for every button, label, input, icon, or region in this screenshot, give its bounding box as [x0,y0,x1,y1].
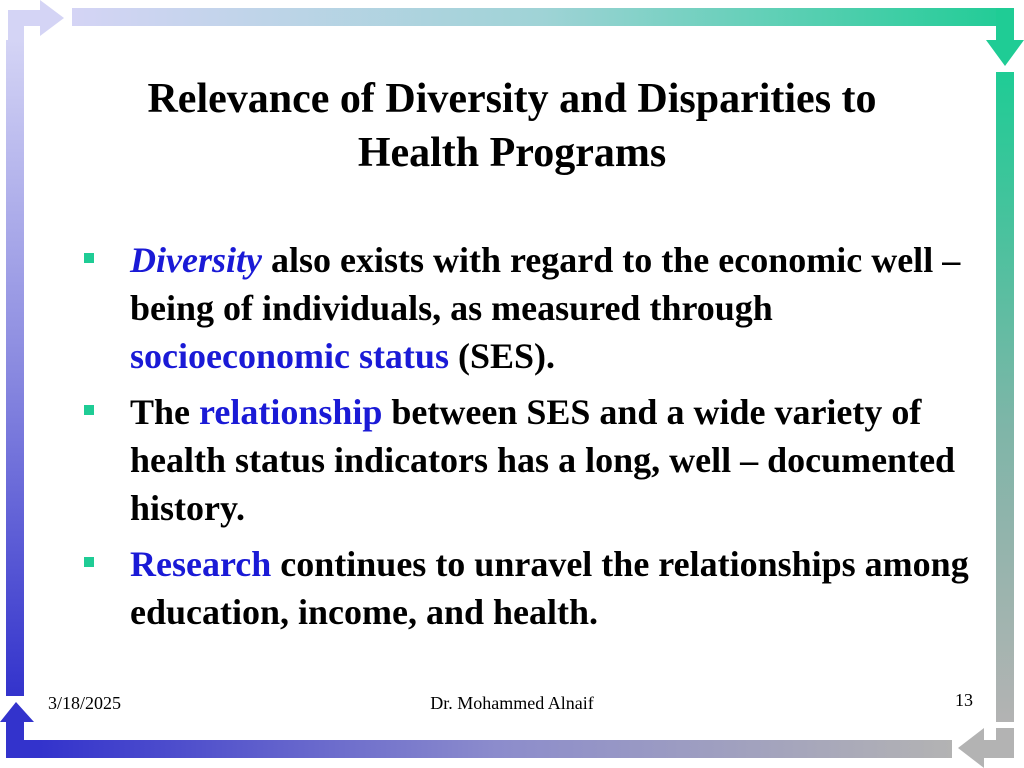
frame-right-bar [996,72,1014,722]
page-number: 13 [955,690,973,710]
slide-title-line-2: Health Programs [357,130,667,176]
square-bullet-icon [84,557,94,567]
bullet-text-part: socioeconomic status [130,336,449,376]
frame-bottom-bar [40,740,952,758]
frame-left-bar [6,40,24,696]
footer-author: Dr. Mohammed Alnaif [430,693,594,713]
bullet-text-part: continues to unravel the relationships among education, income, and health. [130,544,969,632]
bullet-text-part: (SES). [448,336,555,376]
bullet-item [80,540,970,636]
bullet-item [80,388,970,532]
bullet-text-part: relationship [199,392,383,432]
slide-title-line-1: Relevance of Diversity and Disparities to [147,76,877,122]
bullet-text-part: between SES and a wide variety of health status indicators has a long, well – documented history. [130,392,956,528]
arrow-top-left-icon [8,0,64,40]
bullet-item [80,236,970,380]
bullet-text-part: Research [130,544,272,584]
slide-title [80,72,944,180]
square-bullet-icon [84,253,94,263]
bullet-text-part: also exists with regard to the economic well – being of individuals, as measured through [130,240,961,328]
frame-top-bar [72,8,1012,26]
footer-date: 3/18/2025 [48,693,122,713]
arrow-bottom-right-icon [958,728,1014,768]
bullet-text-part: Diversity [130,240,262,280]
square-bullet-icon [84,405,94,415]
bullet-text-part: The [130,392,200,432]
bullet-list [80,236,970,644]
